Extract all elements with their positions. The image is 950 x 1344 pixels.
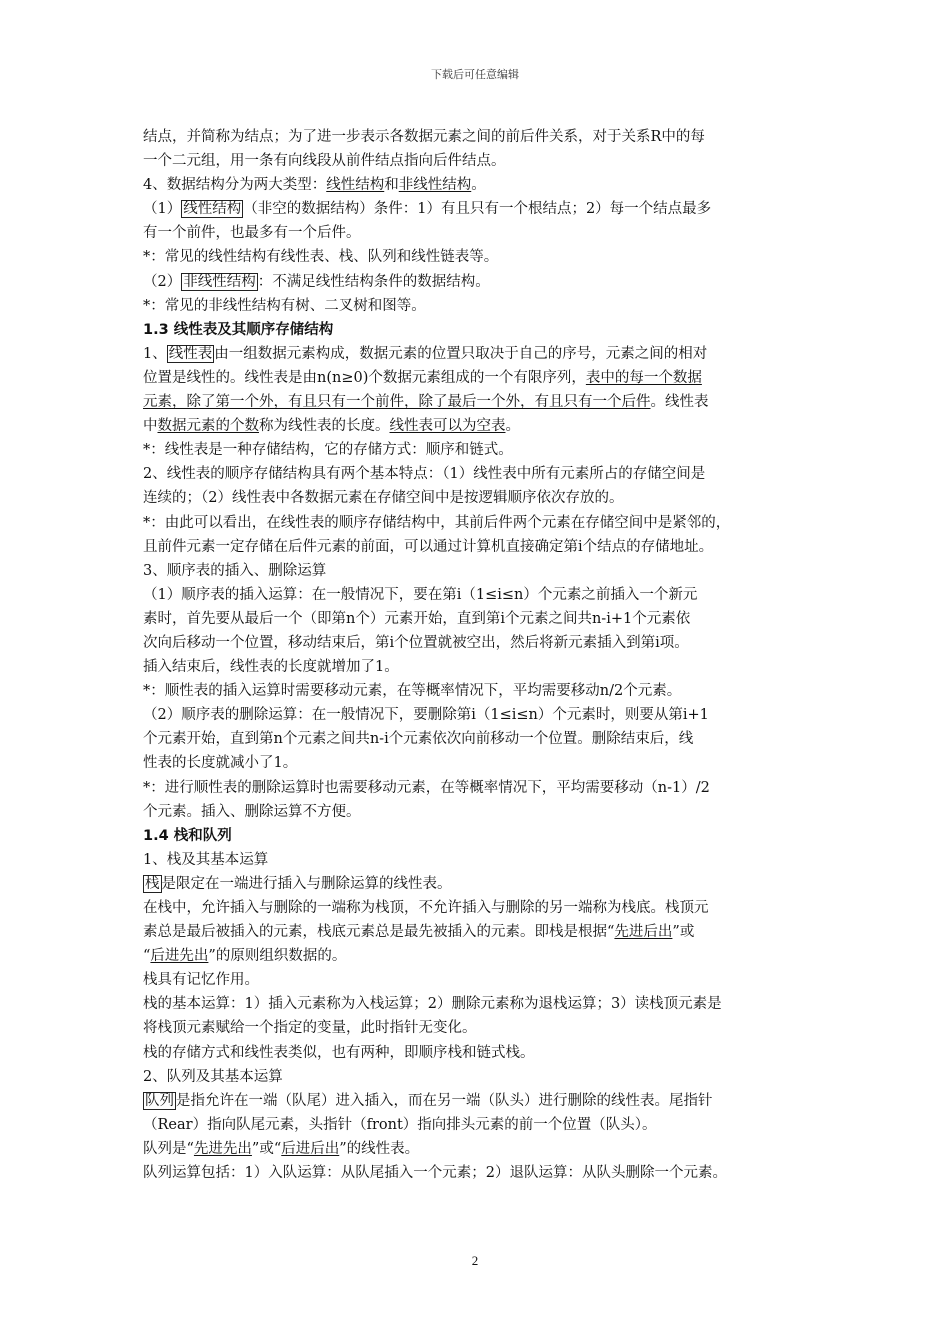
text-run: 称为线性表的长度。 [259, 418, 390, 435]
text-line [143, 438, 818, 462]
text-run: 栈的存储方式和线性表类似，也有两种，即顺序栈和链式栈。 [143, 1044, 535, 1061]
boxed-term: 队列 [145, 1092, 174, 1109]
text-run: 中 [143, 418, 158, 435]
text-run: ”或 [672, 924, 695, 941]
underlined-term: 线性表可以为空表 [389, 418, 506, 435]
text-run: 结点，并简称为结点；为了进一步表示各数据元素之间的前后件关系，对于关系R中的每 [143, 129, 705, 145]
text-line [143, 968, 818, 992]
text-run: ”或“ [251, 1140, 282, 1157]
text-run: 栈的基本运算：1）插入元素称为入栈运算；2）删除元素称为退栈运算；3）读栈顶元素是 [143, 996, 722, 1013]
text-run: 且前件元素一定存储在后件元素的前面，可以通过计算机直接确定第i个结点的存储地址。 [143, 538, 714, 555]
text-line [143, 1089, 818, 1113]
text-line [143, 197, 818, 221]
text-run: 素总是最后被插入的元素，栈底元素总是最先被插入的元素。即栈是根据“ [143, 924, 615, 941]
text-run: 2、线性表的顺序存储结构具有两个基本特点：（1）线性表中所有元素所占的存储空间是 [143, 466, 706, 483]
text-run: 栈具有记忆作用。 [143, 972, 259, 989]
text-line [143, 679, 818, 703]
text-line [143, 1065, 818, 1089]
text-run: （Rear）指向队尾元素，头指针（front）指向排头元素的前一个位置（队头）。 [143, 1116, 657, 1133]
text-run: 由一组数据元素构成，数据元素的位置只取决于自己的序号，元素之间的相对 [214, 345, 708, 362]
text-line [143, 535, 818, 559]
text-run: 4、数据结构分为两大类型： [143, 177, 327, 194]
text-line [143, 631, 818, 655]
text-line [143, 173, 818, 197]
text-line [143, 414, 818, 438]
text-line [143, 800, 818, 824]
text-line [143, 703, 818, 727]
text-run: ：不满足线性结构条件的数据结构。 [257, 273, 490, 290]
text-line [143, 245, 818, 269]
text-line [143, 848, 818, 872]
page-number: 2 [471, 1253, 479, 1268]
text-line [143, 727, 818, 751]
text-run: ”的线性表。 [339, 1140, 420, 1157]
text-run: 有一个前件，也最多有一个后件。 [143, 225, 361, 242]
document-body [143, 125, 818, 1185]
boxed-term: 栈 [145, 875, 160, 892]
text-run: 3、顺序表的插入、删除运算 [143, 562, 327, 579]
text-line [143, 390, 818, 414]
text-line [143, 1016, 818, 1040]
text-run: *：由此可以看出，在线性表的顺序存储结构中，其前后件两个元素在存储空间中是紧邻的， [143, 514, 731, 531]
boxed-term: 线性表 [168, 345, 213, 362]
text-run: *：常见的线性结构有线性表、栈、队列和线性链表等。 [143, 249, 499, 266]
underlined-term: 数据元素的个数 [157, 418, 259, 435]
text-line [143, 462, 818, 486]
text-run: 连续的；（2）线性表中各数据元素在存储空间中是按逻辑顺序依次存放的。 [143, 490, 624, 507]
text-run: 插入结束后，线性表的长度就增加了1。 [143, 659, 399, 676]
text-line [143, 583, 818, 607]
underlined-term: 先进先出 [193, 1140, 252, 1157]
text-line [143, 342, 818, 366]
heading-text: 1.4 栈和队列 [143, 827, 232, 844]
text-run: 1、栈及其基本运算 [143, 851, 269, 868]
text-line [143, 221, 818, 245]
text-line [143, 944, 818, 968]
text-run: 队列运算包括：1）入队运算：从队尾插入一个元素；2）退队运算：从队头删除一个元素。 [143, 1165, 727, 1182]
text-line [143, 992, 818, 1016]
underlined-term: 线性结构 [326, 177, 385, 194]
text-line [143, 486, 818, 510]
text-line [143, 920, 818, 944]
text-run: 队列是“ [143, 1140, 194, 1157]
text-run: “ [143, 948, 151, 965]
text-run: 一个二元组，用一条有向线段从前件结点指向后件结点。 [143, 153, 506, 170]
text-run: 将栈顶元素赋给一个指定的变量，此时指针无变化。 [143, 1020, 477, 1037]
text-line [143, 872, 818, 896]
text-run: （1） [143, 201, 182, 218]
text-run: 性表的长度就减小了1。 [143, 755, 298, 772]
text-line [143, 270, 818, 294]
text-line [143, 1041, 818, 1065]
text-line [143, 366, 818, 390]
text-line [143, 559, 818, 583]
text-run: *：常见的非线性结构有树、二叉树和图等。 [143, 297, 426, 314]
text-line [143, 751, 818, 775]
boxed-term: 线性结构 [183, 201, 242, 218]
text-line [143, 149, 818, 173]
text-run: 。 [505, 418, 520, 435]
underlined-term: 元素，除了第一个外，有且只有一个前件，除了最后一个外，有且只有一个后件 [143, 394, 651, 411]
text-line [143, 1137, 818, 1161]
text-run: 在栈中，允许插入与删除的一端称为栈顶，不允许插入与删除的另一端称为栈底。栈顶元 [143, 900, 709, 916]
section-heading [143, 318, 818, 342]
text-line [143, 607, 818, 631]
text-run: 是限定在一端进行插入与删除运算的线性表。 [161, 875, 452, 892]
boxed-term: 非线性结构 [183, 273, 256, 290]
underlined-term: 非线性结构 [398, 177, 472, 194]
text-run: 位置是线性的。线性表是由n(n≥0)个数据元素组成的一个有限序列， [143, 369, 586, 386]
text-run: 素时，首先要从最后一个（即第n个）元素开始，直到第i个元素之间共n-i+1个元素依 [143, 610, 691, 627]
text-line [143, 655, 818, 679]
text-line [143, 776, 818, 800]
underlined-term: 先进后出 [614, 924, 673, 941]
underlined-term: 后进先出 [150, 948, 209, 965]
text-run: （2）顺序表的删除运算：在一般情况下，要删除第i（1≤i≤n）个元素时，则要从第i+1 [143, 707, 709, 724]
text-run: 次向后移动一个位置，移动结束后，第i个位置就被空出，然后将新元素插入到第i项。 [143, 634, 689, 651]
text-line [143, 511, 818, 535]
text-run: 个元素开始，直到第n个元素之间共n-i个元素依次向前移动一个位置。删除结束后，线 [143, 731, 694, 748]
text-run: *：线性表是一种存储结构，它的存储方式：顺序和链式。 [143, 442, 513, 459]
text-run: （2） [143, 273, 182, 290]
text-run: （非空的数据结构）条件：1）有且只有一个根结点；2）每一个结点最多 [243, 201, 712, 218]
text-line [143, 1161, 818, 1185]
text-run: *：进行顺性表的删除运算时也需要移动元素，在等概率情况下，平均需要移动（n-1）/2 [143, 779, 710, 796]
text-run: 1、 [143, 345, 167, 362]
text-run: ”的原则组织数据的。 [208, 948, 347, 965]
underlined-term: 表中的每一个数据 [585, 369, 702, 386]
text-line [143, 294, 818, 318]
heading-text: 1.3 线性表及其顺序存储结构 [143, 321, 334, 338]
underlined-term: 后进后出 [281, 1140, 340, 1157]
text-run: *：顺性表的插入运算时需要移动元素，在等概率情况下，平均需要移动n/2个元素。 [143, 683, 682, 700]
text-line [143, 1113, 818, 1137]
text-run: （1）顺序表的插入运算：在一般情况下，要在第i（1≤i≤n）个元素之前插入一个新元 [143, 586, 698, 603]
text-line [143, 125, 818, 149]
page-header: 下载后可任意编辑 [431, 68, 519, 81]
text-run: 。 [471, 177, 486, 194]
section-heading [143, 824, 818, 848]
text-run: 是指允许在一端（队尾）进入插入，而在另一端（队头）进行删除的线性表。尾指针 [176, 1092, 713, 1109]
text-run: 。线性表 [650, 394, 709, 411]
text-run: 和 [384, 177, 399, 194]
text-run: 2、队列及其基本运算 [143, 1068, 283, 1085]
text-line [143, 896, 818, 920]
text-run: 个元素。插入、删除运算不方便。 [143, 803, 361, 820]
